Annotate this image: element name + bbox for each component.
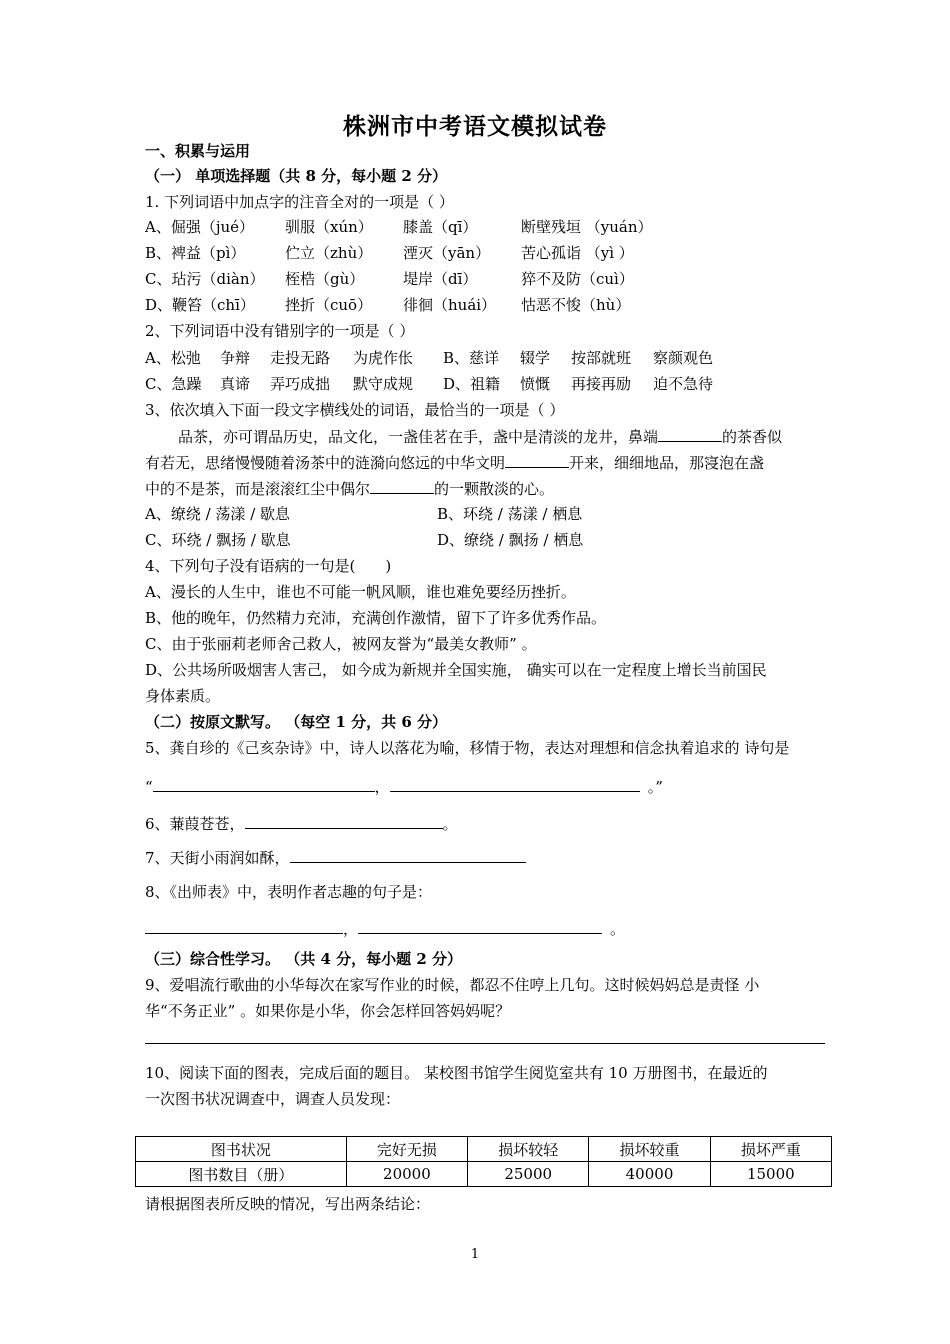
q1-a-1: A、倔强（jué） bbox=[145, 218, 255, 236]
q2-word: 真谛 bbox=[220, 375, 251, 393]
q3-text: 中的不是茶，而是滚滚红尘中偶尔 bbox=[145, 480, 371, 498]
q3-text: 的一颗散淡的心。 bbox=[434, 480, 555, 498]
table-cell: 40000 bbox=[589, 1162, 710, 1187]
q10-line1: 10、阅读下面的图表，完成后面的题目。 某校图书馆学生阅览室共有 10 万册图书，在最近的 bbox=[145, 1064, 768, 1082]
q4-option-b: B、他的晚年，仍然精力充沛，充满创作激情，留下了许多优秀作品。 bbox=[145, 609, 607, 627]
table-header-cell: 损坏较重 bbox=[589, 1137, 710, 1162]
q2-word: 迫不急待 bbox=[653, 375, 714, 393]
q10-prompt: 请根据图表所反映的情况，写出两条结论： bbox=[145, 1195, 431, 1213]
q8-blank-2[interactable] bbox=[358, 918, 602, 934]
q3-blank[interactable] bbox=[370, 478, 434, 494]
q3-blank[interactable] bbox=[658, 426, 722, 442]
q3-passage-line bbox=[145, 452, 764, 473]
q10-line2: 一次图书状况调查中，调查人员发现： bbox=[145, 1090, 401, 1108]
q9-line1: 9、爱唱流行歌曲的小华每次在家写作业的时候，都忍不住哼上几句。这时候妈妈总是责怪 小 bbox=[145, 976, 760, 994]
table-cell: 20000 bbox=[346, 1162, 467, 1187]
q4-stem: 4、下列句子没有语病的一句是( ) bbox=[145, 557, 392, 575]
q1-a-2: 驯服（xún） bbox=[285, 218, 373, 236]
q1-stem: 1. 下列词语中加点字的注音全对的一项是（ ） bbox=[145, 193, 454, 211]
q3-stem: 3、依次填入下面一段文字横线处的词语，最恰当的一项是（ ） bbox=[145, 401, 565, 419]
table-header-row bbox=[136, 1137, 832, 1162]
q1-b-1: B、裨益（pì） bbox=[145, 244, 246, 262]
q4-option-d-cont: 身体素质。 bbox=[145, 687, 221, 705]
table-header-cell: 图书状况 bbox=[136, 1137, 347, 1162]
q1-d-2: 挫折（cuō） bbox=[285, 296, 373, 314]
table-cell: 图书数目（册） bbox=[136, 1162, 347, 1187]
book-status-table bbox=[135, 1136, 832, 1187]
q2-word: A、松弛 bbox=[145, 349, 201, 367]
q1-c-3: 堤岸（dī） bbox=[403, 270, 478, 288]
q2-word: D、祖籍 bbox=[443, 375, 501, 393]
section-heading: 一、积累与运用 bbox=[145, 142, 251, 160]
q3-option-a: A、缭绕 / 荡漾 / 歇息 bbox=[145, 505, 291, 523]
q3-text: 品茶，亦可谓品历史，品文化，一盏佳茗在手，盏中是清淡的龙井，鼻端 bbox=[178, 428, 659, 446]
part3-heading: （三）综合性学习。 （共 4 分，每小题 2 分） bbox=[145, 950, 462, 968]
q5-stem: 5、龚自珍的《己亥杂诗》中，诗人以落花为喻，移情于物，表达对理想和信念执着追求的 诗句是 bbox=[145, 739, 790, 757]
q3-text: 的茶香似 bbox=[722, 428, 783, 446]
page-number: 1 bbox=[470, 1247, 480, 1262]
q2-word: C、急躁 bbox=[145, 375, 202, 393]
table-cell: 15000 bbox=[710, 1162, 831, 1187]
q5-blank-2[interactable] bbox=[390, 776, 640, 792]
q2-word: 为虎作伥 bbox=[353, 349, 414, 367]
q3-option-b: B、环绕 / 荡漾 / 栖息 bbox=[437, 505, 583, 523]
q5-answer-line bbox=[145, 776, 663, 797]
q2-word: 辍学 bbox=[520, 349, 551, 367]
q4-option-c: C、由于张丽莉老师舍己救人，被网友誉为“最美女教师” 。 bbox=[145, 635, 537, 653]
q3-text: 有若无，思绪慢慢随着汤茶中的涟漪向悠远的中华文明 bbox=[145, 454, 506, 472]
q7-line bbox=[145, 847, 526, 868]
q1-a-4: 断壁残垣 （yuán） bbox=[521, 218, 653, 236]
q2-word: 默守成规 bbox=[353, 375, 414, 393]
q7-blank[interactable] bbox=[290, 847, 526, 863]
q5-end: 。” bbox=[647, 778, 663, 796]
q1-d-1: D、鞭笞（chī） bbox=[145, 296, 255, 314]
q3-passage-line bbox=[145, 478, 554, 499]
q1-c-4: 猝不及防（cuì） bbox=[521, 270, 634, 288]
q6-end: 。 bbox=[442, 815, 458, 833]
q5-comma: ， bbox=[374, 778, 390, 796]
q1-c-1: C、玷污（diàn） bbox=[145, 270, 265, 288]
q6-text: 6、蒹葭苍苍， bbox=[145, 815, 245, 833]
q2-word: 弄巧成拙 bbox=[270, 375, 331, 393]
q1-a-3: 膝盖（qī） bbox=[403, 218, 478, 236]
q8-answer-line bbox=[145, 918, 625, 939]
q2-stem: 2、下列词语中没有错别字的一项是（ ） bbox=[145, 322, 415, 340]
q3-option-c: C、环绕 / 飘扬 / 歇息 bbox=[145, 531, 291, 549]
part1-heading: （一） 单项选择题（共 8 分，每小题 2 分） bbox=[145, 167, 447, 185]
q6-line bbox=[145, 813, 458, 834]
q2-word: 愤慨 bbox=[520, 375, 551, 393]
q2-word: 争辩 bbox=[220, 349, 251, 367]
q6-blank[interactable] bbox=[245, 813, 443, 829]
q1-d-4: 怙恶不悛（hù） bbox=[521, 296, 631, 314]
q2-word: 走投无路 bbox=[270, 349, 331, 367]
q8-blank-1[interactable] bbox=[145, 918, 343, 934]
q3-text: 开来，细细地品，那寖泡在盏 bbox=[569, 454, 765, 472]
q1-b-4: 苦心孤诣 （yì ） bbox=[521, 244, 634, 262]
q1-c-2: 桎梏（gù） bbox=[285, 270, 365, 288]
q1-d-3: 徘徊（huái） bbox=[403, 296, 497, 314]
q8-stem: 8、《出师表》中，表明作者志趣的句子是： bbox=[145, 883, 433, 901]
table-header-cell: 损坏严重 bbox=[710, 1137, 831, 1162]
q3-blank[interactable] bbox=[505, 452, 569, 468]
table-row bbox=[136, 1162, 832, 1187]
q7-text: 7、天街小雨润如酥， bbox=[145, 849, 290, 867]
table-header-cell: 损坏较轻 bbox=[468, 1137, 589, 1162]
table-cell: 25000 bbox=[468, 1162, 589, 1187]
q5-blank-1[interactable] bbox=[153, 776, 375, 792]
q4-option-a: A、漫长的人生中，谁也不可能一帆风顺，谁也难免要经历挫折。 bbox=[145, 583, 576, 601]
q2-word: 再接再励 bbox=[571, 375, 632, 393]
q2-word: 按部就班 bbox=[571, 349, 632, 367]
q9-line2: 华“不务正业” 。如果你是小华，你会怎样回答妈妈呢？ bbox=[145, 1002, 511, 1020]
q2-word: B、慈详 bbox=[443, 349, 500, 367]
q3-passage-line bbox=[178, 426, 782, 447]
q8-end: 。 bbox=[610, 920, 626, 938]
q3-option-d: D、缭绕 / 飘扬 / 栖息 bbox=[437, 531, 584, 549]
q1-b-3: 湮灭（yān） bbox=[403, 244, 491, 262]
q2-word: 察颜观色 bbox=[653, 349, 714, 367]
q5-quote: “ bbox=[145, 778, 153, 796]
page-title: 株洲市中考语文模拟试卷 bbox=[343, 113, 607, 140]
q8-comma: ， bbox=[343, 920, 359, 938]
q9-answer-line[interactable] bbox=[145, 1043, 825, 1044]
q1-b-2: 伫立（zhù） bbox=[285, 244, 373, 262]
part2-heading: （二）按原文默写。 （每空 1 分，共 6 分） bbox=[145, 713, 447, 731]
table-header-cell: 完好无损 bbox=[346, 1137, 467, 1162]
q4-option-d: D、公共场所吸烟害人害己， 如今成为新规并全国实施， 确实可以在一定程度上增长当前国民 bbox=[145, 661, 767, 679]
